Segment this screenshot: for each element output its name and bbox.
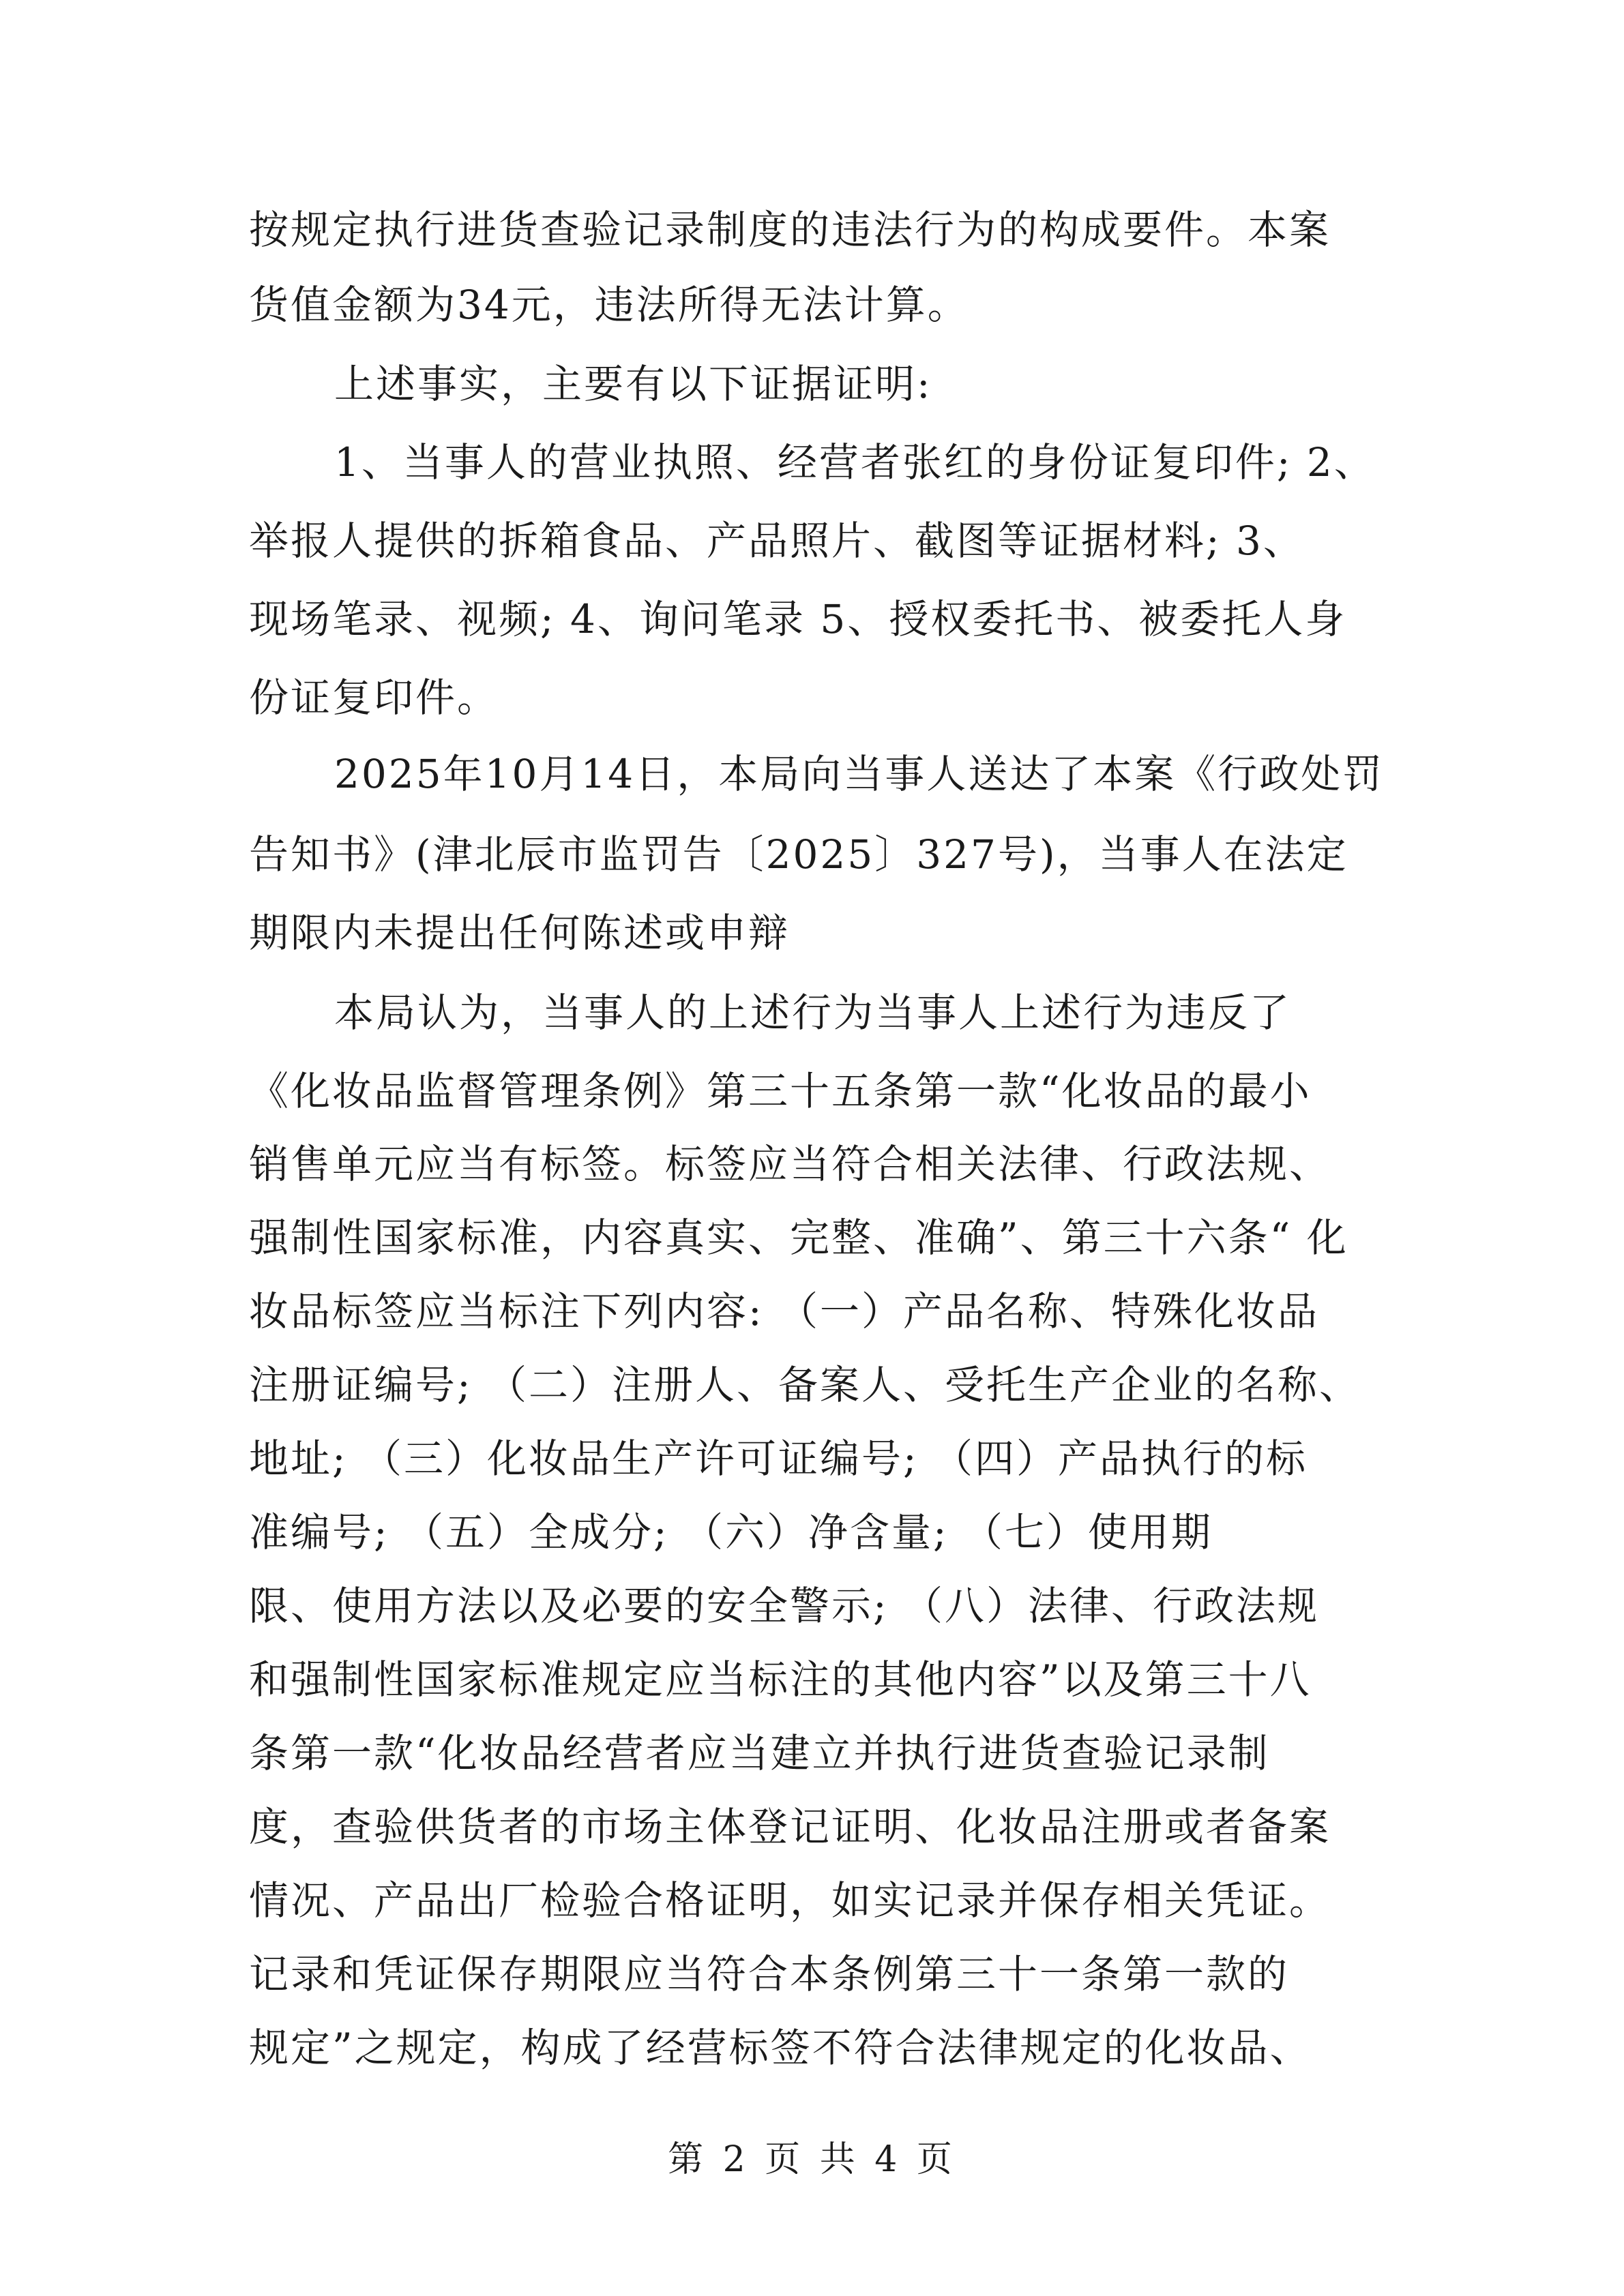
body-line-17: 地址; （三）化妆品生产许可证编号; （四）产品执行的标 bbox=[249, 1435, 1308, 1482]
body-line-14: 强制性国家标准，内容真实、完整、准确”、第三十六条“ 化 bbox=[249, 1214, 1348, 1261]
body-line-1: 按规定执行进货查验记录制度的违法行为的构成要件。本案 bbox=[249, 207, 1331, 253]
body-line-7: 份证复印件。 bbox=[249, 674, 499, 721]
body-line-18: 准编号; （五）全成分; （六）净含量; （七）使用期 bbox=[249, 1509, 1213, 1555]
body-line-24: 记录和凭证保存期限应当符合本条例第三十一条第一款的 bbox=[249, 1951, 1290, 1997]
body-line-22: 度，查验供货者的市场主体登记证明、化妆品注册或者备案 bbox=[249, 1804, 1331, 1850]
body-line-23: 情况、产品出厂检验合格证明，如实记录并保存相关凭证。 bbox=[249, 1877, 1331, 1924]
body-line-2: 货值金额为34元，违法所得无法计算。 bbox=[249, 282, 969, 328]
body-line-6: 现场笔录、视频; 4、询问笔录 5、授权委托书、被委托人身 bbox=[249, 596, 1347, 642]
body-line-3: 上述事实，主要有以下证据证明: bbox=[334, 361, 932, 407]
body-line-16: 注册证编号; （二）注册人、备案人、受托生产企业的名称、 bbox=[249, 1362, 1361, 1408]
body-line-21: 条第一款“化妆品经营者应当建立并执行进货查验记录制 bbox=[249, 1730, 1270, 1776]
body-line-15: 妆品标签应当标注下列内容: （一）产品名称、特殊化妆品 bbox=[249, 1288, 1319, 1335]
body-line-11: 本局认为，当事人的上述行为当事人上述行为违反了 bbox=[334, 989, 1292, 1036]
body-line-13: 销售单元应当有标签。标签应当符合相关法律、行政法规、 bbox=[249, 1141, 1331, 1187]
body-line-4: 1、当事人的营业执照、经营者张红的身份证复印件; 2、 bbox=[334, 439, 1376, 486]
body-line-25: 规定”之规定，构成了经营标签不符合法律规定的化妆品、 bbox=[249, 2025, 1312, 2071]
body-line-10: 期限内未提出任何陈述或申辩 bbox=[249, 910, 791, 956]
body-line-8: 2025年10月14日，本局向当事人送达了本案《行政处罚 bbox=[334, 751, 1385, 797]
body-line-12: 《化妆品监督管理条例》第三十五条第一款“化妆品的最小 bbox=[249, 1068, 1312, 1114]
body-line-9: 告知书》(津北辰市监罚告〔2025〕327号)，当事人在法定 bbox=[249, 831, 1348, 878]
body-line-5: 举报人提供的拆箱食品、产品照片、截图等证据材料; 3、 bbox=[249, 518, 1305, 564]
body-line-19: 限、使用方法以及必要的安全警示; （八）法律、行政法规 bbox=[249, 1583, 1319, 1629]
body-line-20: 和强制性国家标准规定应当标注的其他内容”以及第三十八 bbox=[249, 1656, 1312, 1703]
page-number-footer: 第 2 页 共 4 页 bbox=[668, 2139, 956, 2180]
